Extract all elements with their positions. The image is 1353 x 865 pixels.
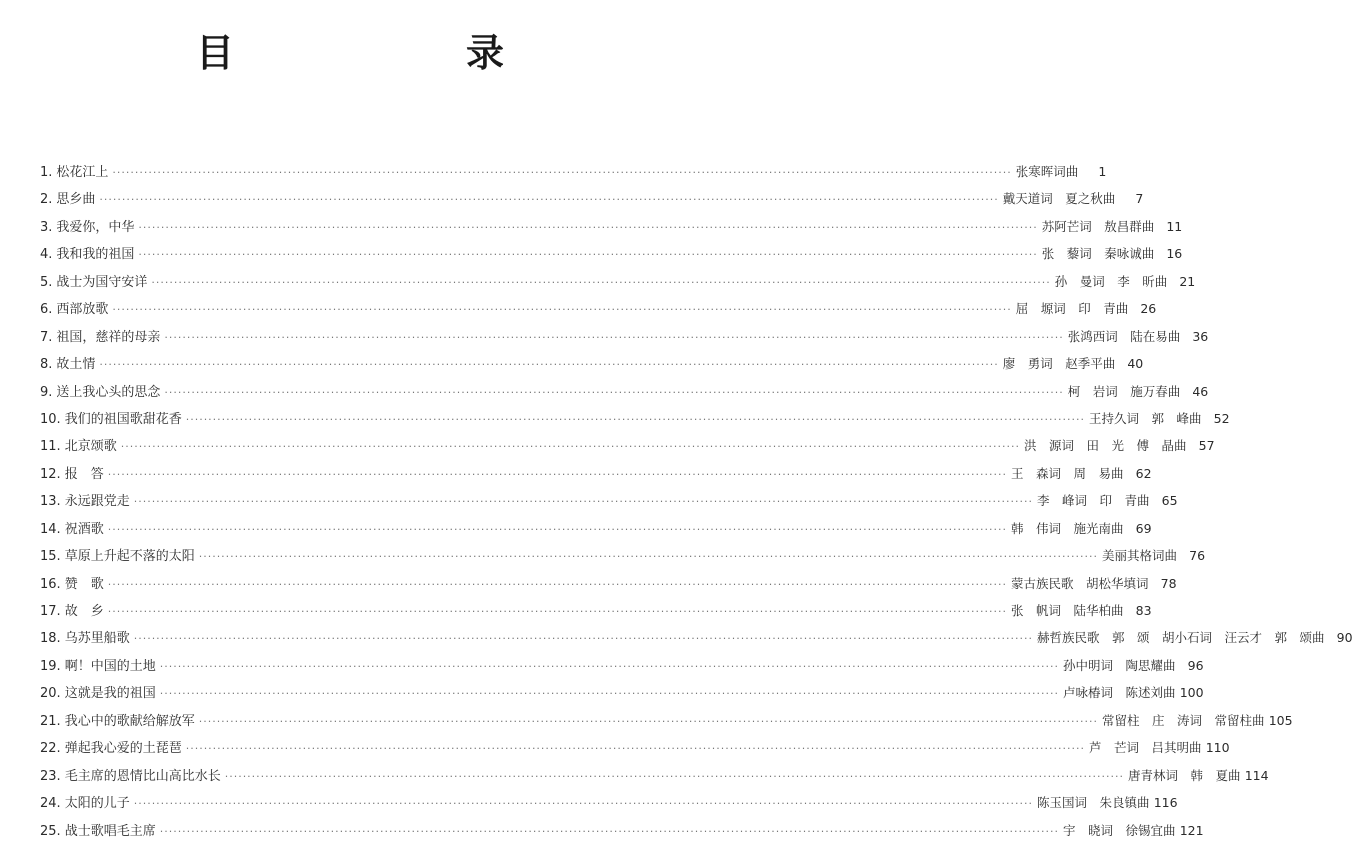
leader-dots: ········································································································································································································ [99, 358, 999, 372]
entry-credit: 张寒晖词曲 [1015, 164, 1079, 179]
entry-credit: 陈玉国词 朱良镇曲 [1037, 795, 1150, 811]
toc-entry [40, 295, 1157, 322]
leader-dots: ········································································································································································································ [138, 248, 1038, 262]
leader-dots: ········································································································································································································ [151, 275, 1051, 289]
entry-title: 故土情 [56, 357, 96, 373]
toc-entry [40, 679, 1204, 706]
entry-page-number: 116 [1153, 795, 1178, 811]
entry-title: 故 乡 [64, 604, 104, 619]
entry-page-number: 62 [1135, 465, 1152, 481]
toc-entry [40, 405, 1230, 432]
toc-entry [40, 570, 1177, 597]
entry-title: 永远跟党走 [64, 494, 130, 510]
entry-title: 战士为国守安详 [56, 274, 148, 290]
entry-number: 21. [40, 713, 61, 729]
toc-entry [40, 158, 1107, 185]
entry-number: 3. [40, 219, 53, 235]
toc-entry [40, 515, 1152, 542]
entry-page-number: 100 [1179, 685, 1204, 701]
leader-dots: ········································································································································································································ [138, 220, 1038, 234]
entry-number: 20. [40, 686, 61, 702]
entry-credit: 张 帆词 陆华柏曲 [1011, 603, 1124, 618]
entry-number: 22. [40, 741, 61, 757]
entry-number: 25. [40, 823, 61, 839]
toc-entry [40, 789, 1178, 816]
entry-credit: 廖 勇词 赵季平曲 [1002, 356, 1116, 372]
entry-page-number: 40 [1127, 356, 1144, 372]
entry-title: 报 答 [64, 466, 104, 482]
toc-entry [40, 432, 1215, 459]
entry-title: 战士歌唱毛主席 [64, 823, 156, 839]
entry-page-number: 57 [1198, 438, 1215, 454]
entry-page-number: 65 [1161, 493, 1178, 509]
entry-number: 19. [40, 658, 61, 674]
entry-number: 13. [40, 494, 61, 510]
entry-page-number: 110 [1205, 740, 1230, 756]
toc-entry [40, 460, 1152, 487]
leader-dots: ········································································································································································································ [107, 605, 1008, 618]
entry-title: 松花江上 [56, 165, 109, 180]
entry-page-number: 11 [1166, 218, 1183, 234]
entry-number: 1. [40, 165, 53, 180]
toc-entry [40, 350, 1144, 377]
entry-number: 18. [40, 631, 61, 647]
leader-dots: ········································································································································································································ [198, 714, 1099, 728]
entry-credit: 柯 岩词 施万春曲 [1067, 383, 1181, 399]
entry-page-number: 90 [1336, 630, 1353, 646]
entry-number: 23. [40, 768, 61, 784]
entry-credit: 孙中明词 陶思耀曲 [1063, 657, 1176, 673]
leader-dots: ········································································································································································································ [133, 632, 1034, 646]
toc-entry [40, 213, 1183, 240]
entry-page-number: 69 [1135, 520, 1152, 536]
toc-entry [40, 487, 1178, 514]
leader-dots: ········································································································································································································ [159, 824, 1060, 838]
toc-entry [40, 597, 1152, 624]
toc-entry [40, 734, 1230, 761]
toc-entry [40, 323, 1209, 350]
entry-page-number: 26 [1140, 301, 1157, 317]
entry-number: 6. [40, 302, 53, 318]
entry-title: 草原上升起不落的太阳 [64, 549, 195, 565]
leader-dots: ········································································································································································································ [112, 303, 1012, 317]
entry-page-number: 121 [1179, 822, 1204, 838]
entry-number: 14. [40, 521, 61, 537]
toc-entry [40, 707, 1293, 734]
entry-credit: 赫哲族民歌 郭 颂 胡小石词 汪云才 郭 颂曲 [1037, 630, 1325, 646]
entry-credit: 宇 晓词 徐锡宜曲 [1063, 822, 1176, 838]
entry-number: 7. [40, 329, 53, 345]
leader-dots: ········································································································································································································ [185, 412, 1086, 426]
toc-entry [40, 762, 1269, 789]
entry-credit: 韩 伟词 施光南曲 [1011, 520, 1124, 536]
entry-credit: 李 峰词 印 青曲 [1037, 493, 1150, 509]
entry-page-number: 1 [1098, 164, 1107, 179]
entry-number: 17. [40, 604, 61, 619]
entry-page-number: 114 [1244, 767, 1269, 783]
entry-title: 我爱你，中华 [56, 219, 135, 235]
entry-title: 毛主席的恩情比山高比水长 [64, 768, 221, 784]
leader-dots: ········································································································································································································ [107, 577, 1008, 591]
entry-number: 4. [40, 247, 53, 263]
entry-number: 11. [40, 439, 61, 455]
entry-credit: 孙 曼词 李 昕曲 [1054, 273, 1168, 289]
toc-entry [40, 652, 1204, 679]
leader-dots: ········································································································································································································ [164, 330, 1064, 344]
toc-entry [40, 185, 1144, 212]
leader-dots: ········································································································································································································ [198, 550, 1099, 564]
entry-title: 太阳的儿子 [64, 796, 130, 812]
leader-dots: ········································································································································································································ [107, 522, 1008, 536]
entry-page-number: 83 [1135, 603, 1152, 618]
entry-number: 12. [40, 466, 61, 482]
entry-page-number: 46 [1192, 383, 1209, 399]
leader-dots: ········································································································································································································ [133, 495, 1034, 509]
leader-dots: ········································································································································································································ [159, 659, 1060, 673]
leader-dots: ········································································································································································································ [159, 687, 1060, 701]
entry-credit: 洪 源词 田 光 傅 晶曲 [1024, 438, 1187, 454]
entry-title: 祖国，慈祥的母亲 [56, 329, 161, 345]
entry-credit: 卢咏椿词 陈述刘曲 [1063, 685, 1176, 701]
leader-dots: ········································································································································································································ [107, 467, 1008, 481]
leader-dots: ········································································································································································································ [164, 385, 1064, 399]
leader-dots: ········································································································································································································ [133, 797, 1034, 811]
entry-page-number: 36 [1192, 328, 1209, 344]
entry-page-number: 105 [1268, 712, 1293, 728]
entry-page-number: 96 [1187, 657, 1204, 673]
entry-number: 10. [40, 411, 61, 427]
entry-credit: 戴天道词 夏之秋曲 [1002, 191, 1116, 207]
entry-title: 啊！中国的土地 [64, 658, 156, 674]
leader-dots: ········································································································································································································ [99, 193, 999, 207]
leader-dots: ········································································································································································································ [120, 440, 1021, 454]
entry-number: 8. [40, 357, 53, 373]
entry-number: 9. [40, 384, 53, 400]
entry-credit: 张 藜词 秦咏诚曲 [1041, 246, 1155, 262]
entry-credit: 常留柱 庄 涛词 常留柱曲 [1102, 712, 1265, 728]
entry-title: 赞 歌 [64, 576, 104, 592]
entry-credit: 屈 塬词 印 青曲 [1015, 301, 1129, 317]
entry-number: 16. [40, 576, 61, 592]
toc-entry [40, 378, 1209, 405]
entry-number: 5. [40, 274, 53, 290]
toc-entry [40, 817, 1204, 844]
entry-title: 弹起我心爱的土琵琶 [64, 741, 182, 757]
entry-title: 我们的祖国歌甜花香 [64, 411, 182, 427]
entry-title: 祝酒歌 [64, 521, 104, 537]
entry-credit: 芦 芒词 吕其明曲 [1089, 740, 1202, 756]
entry-credit: 唐青林词 韩 夏曲 [1128, 767, 1241, 783]
leader-dots: ········································································································································································································ [112, 166, 1012, 179]
page-title: 目 录 [195, 30, 556, 75]
entry-title: 思乡曲 [56, 192, 96, 208]
entry-credit: 王 森词 周 易曲 [1011, 465, 1124, 481]
entry-title: 我心中的歌献给解放军 [64, 713, 195, 729]
entry-credit: 美丽其格词曲 [1102, 548, 1178, 564]
entry-title: 我和我的祖国 [56, 247, 135, 263]
toc-entry [40, 542, 1206, 569]
entry-page-number: 52 [1213, 410, 1230, 426]
entry-page-number: 7 [1135, 191, 1144, 207]
entry-credit: 张鸿西词 陆在易曲 [1067, 328, 1181, 344]
entry-page-number: 78 [1160, 575, 1177, 591]
entry-title: 这就是我的祖国 [64, 686, 156, 702]
entry-credit: 蒙古族民歌 胡松华填词 [1011, 575, 1149, 591]
entry-title: 西部放歌 [56, 302, 109, 318]
entry-credit: 王持久词 郭 峰曲 [1089, 410, 1202, 426]
leader-dots: ········································································································································································································ [185, 742, 1086, 756]
entry-page-number: 16 [1166, 246, 1183, 262]
leader-dots: ········································································································································································································ [224, 769, 1125, 783]
entry-title: 乌苏里船歌 [64, 631, 130, 647]
toc-entry [40, 268, 1196, 295]
entry-page-number: 76 [1189, 548, 1206, 564]
entry-title: 北京颂歌 [64, 439, 117, 455]
entry-number: 24. [40, 796, 61, 812]
entry-number: 15. [40, 549, 61, 565]
toc-entry [40, 624, 1353, 651]
toc-entry [40, 240, 1183, 267]
entry-title: 送上我心头的思念 [56, 384, 161, 400]
entry-number: 2. [40, 192, 53, 208]
entry-credit: 苏阿芒词 敖昌群曲 [1041, 218, 1155, 234]
entry-page-number: 21 [1179, 273, 1196, 289]
table-of-contents [40, 158, 1353, 844]
